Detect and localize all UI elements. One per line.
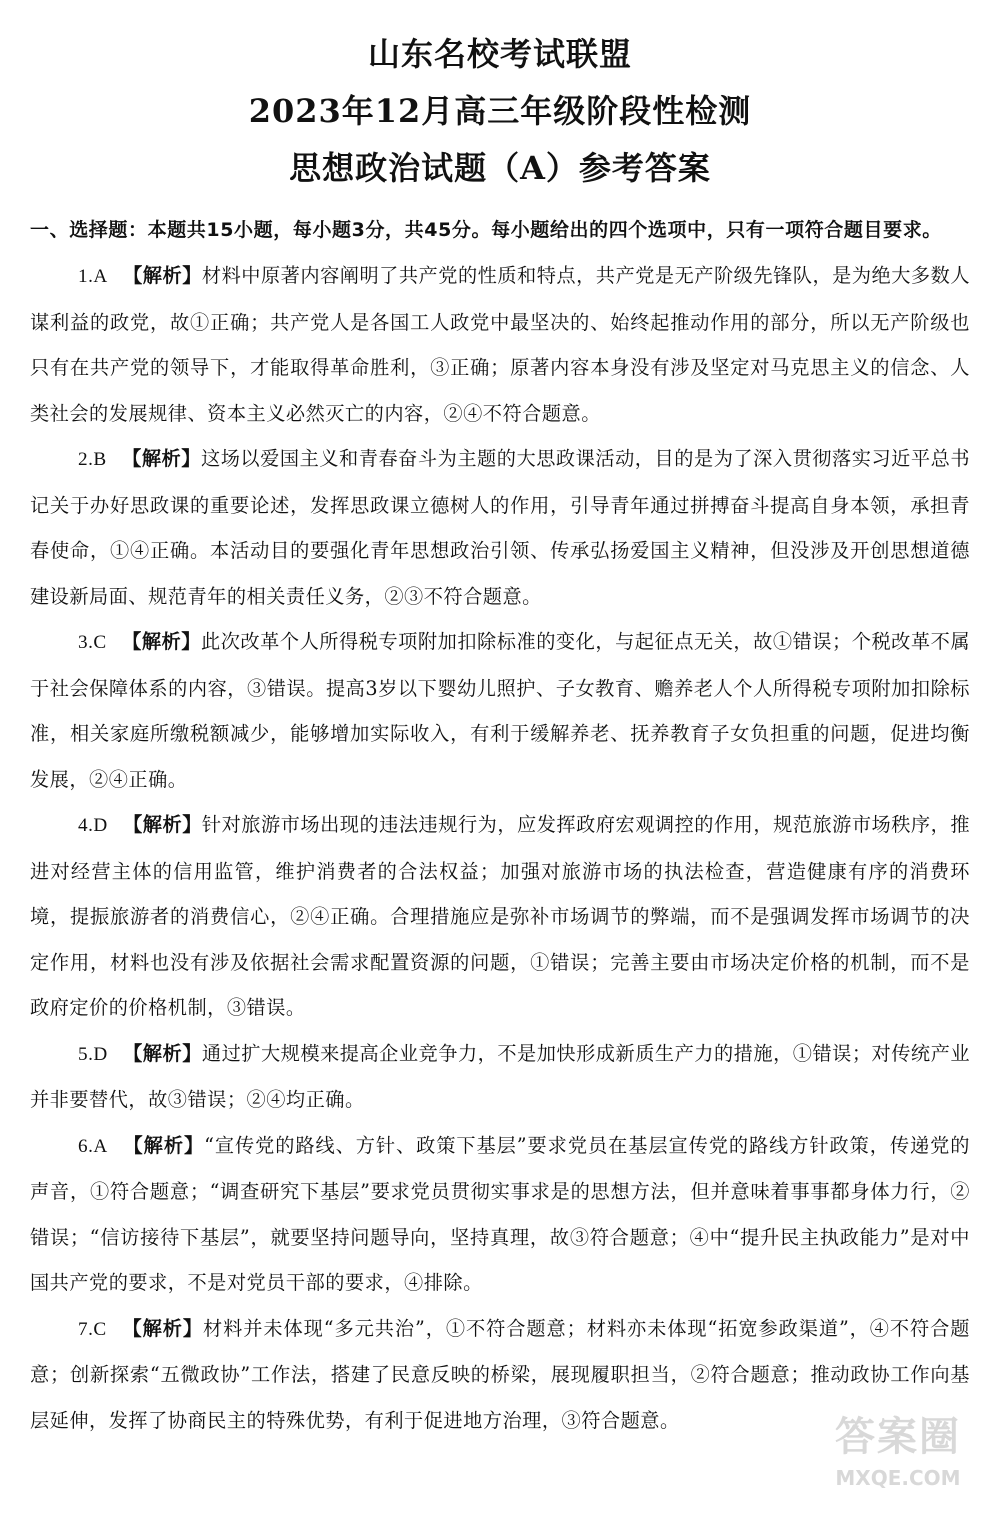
answer-list	[30, 253, 970, 1443]
section-heading: 一、选择题：本题共15小题，每小题3分，共45分。每小题给出的四个选项中，只有一项符合题目要求。	[30, 219, 942, 241]
answer-item-1	[30, 253, 970, 436]
analysis-tag: 【解析】	[123, 813, 202, 836]
watermark-logo-text: 答案圈	[835, 1414, 961, 1460]
answer-text: 材料中原著内容阐明了共产党的性质和特点，共产党是无产阶级先锋队，是为绝大多数人谋利益的政党，故①正确；共产党人是各国工人政党中最坚决的、始终起推动作用的部分，所以无产阶级也只有在共产党的领导下，才能取得革命胜利，③正确；原著内容本身没有涉及坚定对马克思主义的信念、人类社会的发展规律、资本主义必然灭亡的内容，②④不符合题意。	[30, 264, 971, 425]
analysis-tag: 【解析】	[122, 630, 201, 653]
answer-number: 1.A	[78, 266, 108, 287]
answer-text: 此次改革个人所得税专项附加扣除标准的变化，与起征点无关，故①错误；个税改革不属于社会保障体系的内容，③错误。提高3岁以下婴幼儿照护、子女教育、赡养老人个人所得税专项附加扣除标准，相关家庭所缴税额减少，能够增加实际收入，有利于缓解养老、抚养教育子女负担重的问题，促进均衡发展，②④正确。	[30, 630, 971, 791]
watermark-url: MXQE.COM	[835, 1466, 961, 1490]
answer-item-3	[30, 619, 970, 802]
answer-text: 针对旅游市场出现的违法违规行为，应发挥政府宏观调控的作用，规范旅游市场秩序，推进对经营主体的信用监管，维护消费者的合法权益；加强对旅游市场的执法检查，营造健康有序的消费环境，提振旅游者的消费信心，②④正确。合理措施应是弥补市场调节的弊端，而不是强调发挥市场调节的决定作用，材料也没有涉及依据社会需求配置资源的问题，①错误；完善主要由市场决定价格的机制，而不是政府定价的价格机制，③错误。	[30, 813, 971, 1019]
exam-date-title: 2023年12月高三年级阶段性检测	[248, 92, 752, 130]
answer-number: 7.C	[78, 1318, 107, 1340]
site-watermark	[818, 1410, 978, 1510]
analysis-tag: 【解析】	[123, 1041, 202, 1065]
answer-text: 通过扩大规模来提高企业竞争力，不是加快形成新质生产力的措施，①错误；对传统产业并非要替代，故③错误；②④均正确。	[30, 1041, 971, 1111]
answer-item-5	[30, 1031, 970, 1123]
title-block	[0, 0, 1000, 197]
answer-key-title: 思想政治试题（A）参考答案	[289, 149, 711, 187]
analysis-tag: 【解析】	[122, 447, 201, 470]
answer-number: 5.D	[78, 1043, 108, 1065]
answer-item-4	[30, 802, 970, 1031]
answer-number: 2.B	[78, 449, 107, 470]
answer-text: 这场以爱国主义和青春奋斗为主题的大思政课活动，目的是为了深入贯彻落实习近平总书记关于办好思政课的重要论述，发挥思政课立德树人的作用，引导青年通过拼搏奋斗提高自身本领，承担青春使命，①④正确。本活动目的要强化青年思想政治引领、传承弘扬爱国主义精神，但没涉及开创思想道德建设新局面、规范青年的相关责任义务，②③不符合题意。	[30, 447, 971, 608]
answer-number: 4.D	[78, 815, 108, 836]
answer-text: 材料并未体现“多元共治”，①不符合题意；材料亦未体现“拓宽参政渠道”，④不符合题意；创新探索“五微政协”工作法，搭建了民意反映的桥梁，展现履职担当，②符合题意；推动政协工作向基层延伸，发挥了协商民主的特殊优势，有利于促进地方治理，③符合题意。	[30, 1316, 970, 1432]
exam-alliance-title: 山东名校考试联盟	[367, 35, 632, 73]
analysis-tag: 【解析】	[123, 264, 202, 287]
answer-item-6	[30, 1123, 970, 1306]
answer-text: “宣传党的路线、方针、政策下基层”要求党员在基层宣传党的路线方针政策，传递党的声音，①符合题意；“调查研究下基层”要求党员贯彻实事求是的思想方法，但并意味着事事都身体力行，②错误；“信访接待下基层”，就要坚持问题导向，坚持真理，故③符合题意；④中“提升民主执政能力”是对中国共产党的要求，不是对党员干部的要求，④排除。	[30, 1133, 970, 1294]
analysis-tag: 【解析】	[123, 1133, 205, 1157]
analysis-tag: 【解析】	[122, 1316, 203, 1340]
answer-number: 3.C	[78, 632, 107, 653]
answer-item-2	[30, 436, 970, 619]
answer-number: 6.A	[78, 1135, 108, 1157]
